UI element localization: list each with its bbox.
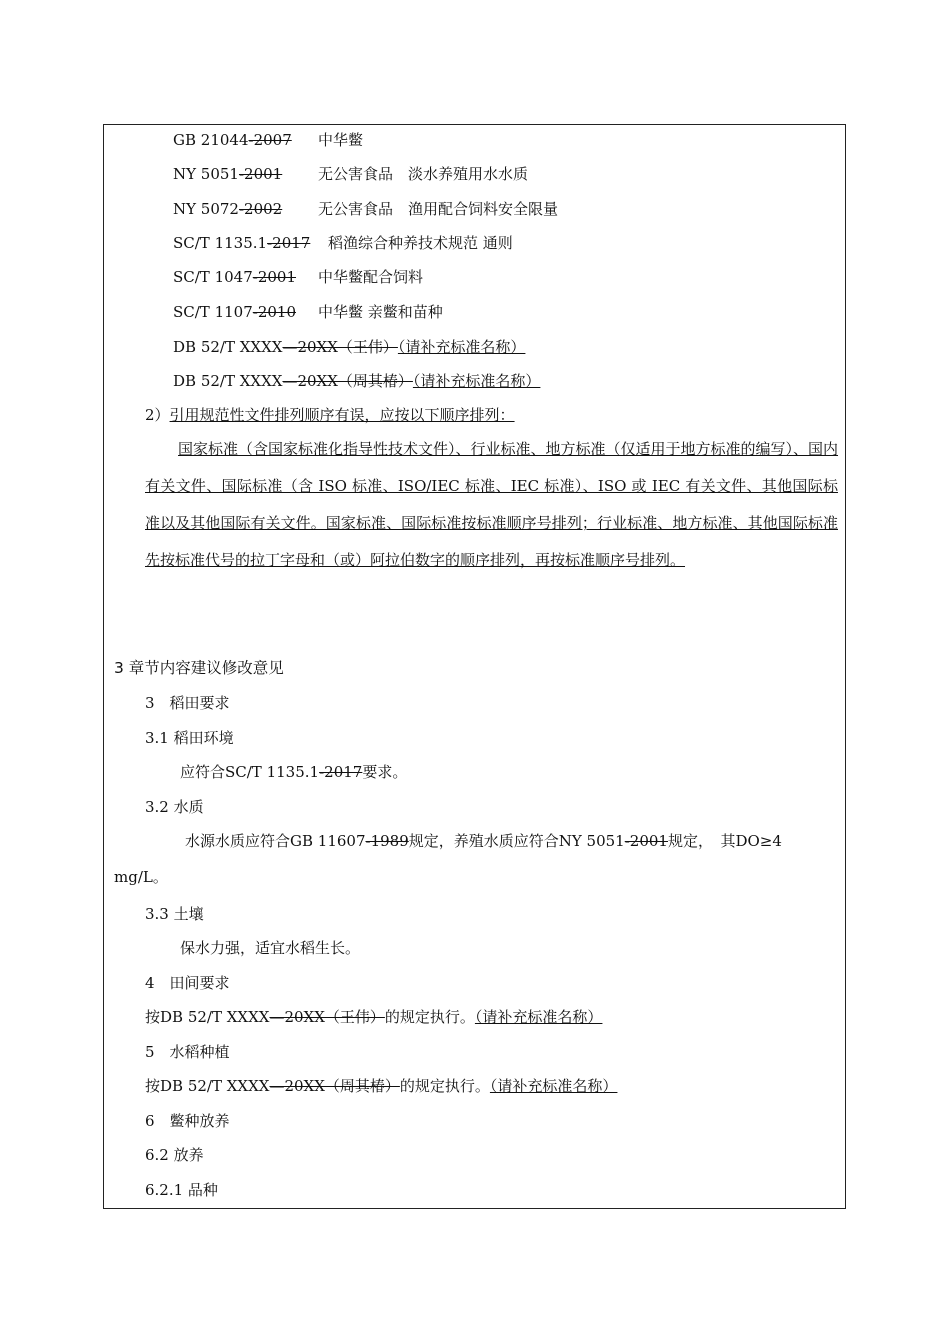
clause-5-text: 按DB 52/T XXXX—20XX（周其椿）的规定执行。（请补充标准名称） bbox=[145, 1077, 618, 1095]
order-note-heading: 2）引用规范性文件排列顺序有误，应按以下顺序排列： bbox=[145, 406, 515, 424]
clause-3-2: 3.2 水质 bbox=[145, 798, 204, 816]
clause-3-1: 3.1 稻田环境 bbox=[145, 729, 234, 747]
clause-4-text: 按DB 52/T XXXX—20XX（王伟）的规定执行。（请补充标准名称） bbox=[145, 1008, 603, 1026]
ref-row: SC/T 1135.1-2017 稻渔综合种养技术规范 通则 bbox=[173, 234, 513, 252]
clause-3-2-text: 水源水质应符合GB 11607-1989规定，养殖水质应符合NY 5051-2001规定， 其DO≥4 bbox=[185, 832, 782, 850]
ref-row: NY 5072-2002 无公害食品 渔用配合饲料安全限量 bbox=[173, 200, 559, 218]
clause-5: 5 水稻种植 bbox=[145, 1043, 230, 1061]
ref-row: GB 21044-2007 中华鳖 bbox=[173, 131, 364, 149]
clause-4: 4 田间要求 bbox=[145, 974, 230, 992]
clause-3: 3 稻田要求 bbox=[145, 694, 230, 712]
clause-6: 6 鳖种放养 bbox=[145, 1112, 230, 1130]
clause-6-2-1: 6.2.1 品种 bbox=[145, 1181, 218, 1199]
section-heading: 3 章节内容建议修改意见 bbox=[114, 659, 284, 677]
ref-row: SC/T 1107-2010 中华鳖 亲鳖和苗种 bbox=[173, 303, 443, 321]
clause-3-2-text-cont: mg/L。 bbox=[114, 868, 168, 886]
ref-row: NY 5051-2001 无公害食品 淡水养殖用水水质 bbox=[173, 165, 529, 183]
clause-3-3: 3.3 土壤 bbox=[145, 905, 204, 923]
ref-row: SC/T 1047-2001 中华鳖配合饲料 bbox=[173, 268, 424, 286]
order-note-paragraph: 国家标准（含国家标准化指导性技术文件）、行业标准、地方标准（仅适用于地方标准的编写）、国内有关文件、国际标准（含 ISO 标准、ISO/IEC 标准、IEC 标准）、ISO 或 IEC 有关文件、其他国际标准以及其他国际有关文件。国家标准、国际标准按标准顺序号排列；行业标准、地方标准、其他国际标准先按标准代号的拉丁字母和（或）阿拉伯数字的顺序排列，再按标准顺序号排列。 bbox=[145, 440, 839, 569]
ref-row: DB 52/T XXXX—20XX（王伟）（请补充标准名称） bbox=[173, 338, 526, 356]
ref-row: DB 52/T XXXX—20XX（周其椿）（请补充标准名称） bbox=[173, 372, 541, 390]
clause-3-3-text: 保水力强，适宜水稻生长。 bbox=[180, 939, 361, 957]
clause-6-2: 6.2 放养 bbox=[145, 1146, 204, 1164]
clause-3-1-text: 应符合SC/T 1135.1-2017要求。 bbox=[180, 763, 408, 781]
